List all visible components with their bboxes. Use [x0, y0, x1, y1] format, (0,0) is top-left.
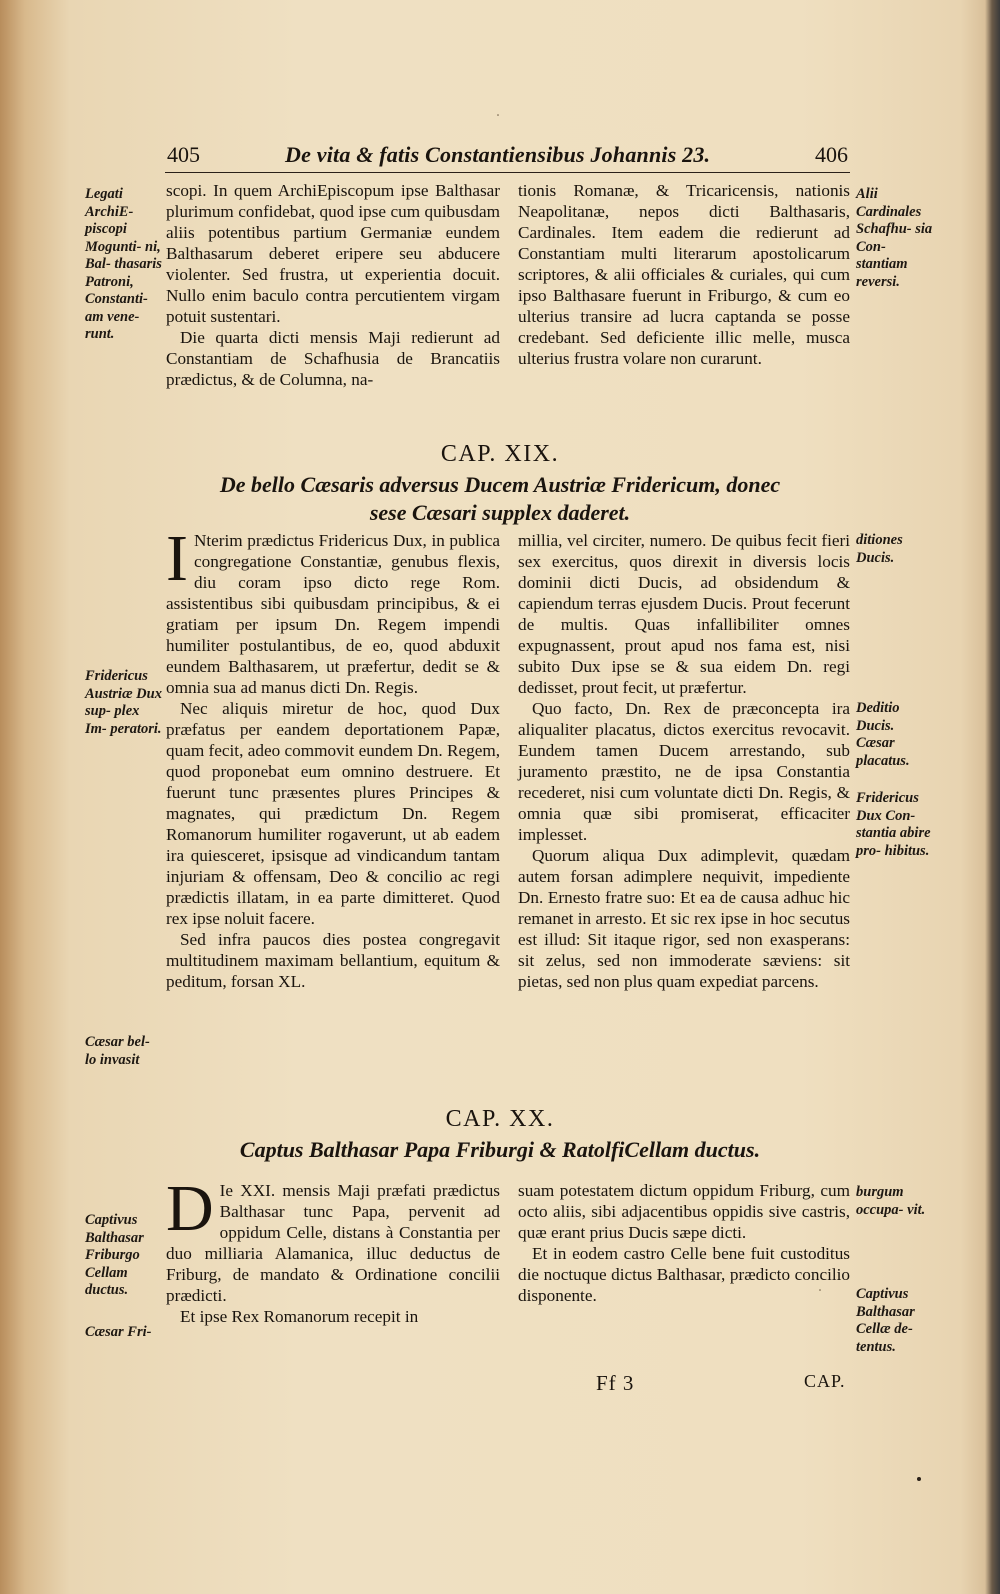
- paragraph: Nec aliquis miretur de hoc, quod Dux præfatus per eandem deportationem Papæ, quam fecit, adeo commovit eundem Dn. Regem, quod proponebat eum omnino destruere. Et fuerunt tunc præsentes plures Principes & magnates, qui prædictum Dn. Regem Romanorum humiliter rogaverunt, ut ab eadem ira quiesceret, ipsisque ad vindicandum tantam injuriam & offensam, Deo & concilio ac regi prædictis illatam, in ea parte dimitteret. Quod rex ipse noluit facere.: [166, 699, 500, 928]
- sidenote-burgum: burgum occupa- vit.: [856, 1184, 926, 1218]
- chapter-19-heading: CAP. XIX.: [440, 441, 560, 467]
- paragraph: [166, 522, 500, 698]
- sidenote-legati: Legati ArchiE- piscopi Mogunti- ni, Bal- thasaris Patroni, Constanti- am vene- runt.: [85, 186, 162, 342]
- top-right-column: [518, 180, 850, 369]
- paragraph: Die quarta dicti mensis Maji redierunt ad Constantiam de Schafhusia de Brancatiis prædictus, & de Columna, na-: [166, 328, 500, 389]
- paragraph: tionis Romanæ, & Tricaricensis, nationis Neapolitanæ, nepos dicti Balthasaris, Cardinales. Item eadem die redierunt ad Constantiam multi literarum apostolicarum scriptores, & alii officiales & curiales, qui cum ipso Balthasare fuerunt in Friburgo, & cum eo ulterius transire ad lucra captanda se posse credebant. Sed deficiente illic melle, musca ulterius frustra volare non curarunt.: [518, 181, 850, 368]
- chapter-19-subtitle-line1: De bello Cæsaris adversus Ducem Austriæ Fridericum, donec: [219, 472, 781, 497]
- paragraph: Et in eodem castro Celle bene fuit custoditus die noctuque dictus Balthasar, prædicto concilio disponente.: [518, 1244, 850, 1305]
- sidenote-ditiones: ditiones Ducis.: [856, 532, 903, 566]
- paragraph: [166, 1172, 500, 1306]
- paragraph: Sed infra paucos dies postea congregavit multitudinem maximam bellantium, equitum & peditum, forsan XL.: [166, 930, 500, 991]
- chapter-20-right-column: [518, 1180, 850, 1306]
- drop-cap: I: [166, 522, 188, 595]
- sidenote-captivus: Captivus Balthasar Friburgo Cellam ductus.: [85, 1212, 144, 1298]
- chapter-19-subtitle-line2: sese Cæsari supplex daderet.: [369, 500, 631, 525]
- sidenote-caesar-bello: Cæsar bel- lo invasit: [85, 1034, 150, 1068]
- sidenote-captivus-cellae: Captivus Balthasar Cellæ de- tentus.: [856, 1286, 915, 1355]
- chapter-19-right-column: [518, 530, 850, 992]
- page-number-right: 406: [815, 142, 848, 167]
- paragraph: Et ipse Rex Romanorum recepit in: [180, 1307, 419, 1326]
- top-left-column: [166, 180, 500, 390]
- chapter-19-left-column: [166, 522, 500, 992]
- running-head: [165, 138, 850, 173]
- drop-cap: D: [166, 1172, 214, 1245]
- sidenote-fridericus-constantia: Fridericus Dux Con- stantia abire pro- hibitus.: [856, 790, 931, 859]
- paragraph: suam potestatem dictum oppidum Friburg, cum octo aliis, sibi adjacentibus oppidis sive castris, quæ erant prius Ducis sæpe dicti.: [518, 1181, 850, 1242]
- paragraph: Quo facto, Dn. Rex de præconcepta ira aliqualiter placatus, dictos exercitus revocavit. Eundem tamen Ducem arrestando, sub juramento præstito, ne de ipsa Constantia recederet, nisi cum voluntate dicti Dn. Regis, & omnia quæ sibi promiserat, efficaciter implesset.: [518, 699, 850, 844]
- sidenote-deditio: Deditio Ducis. Cæsar placatus.: [856, 700, 910, 769]
- signature-mark: Ff 3: [596, 1371, 635, 1395]
- paragraph: scopi. In quem ArchiEpiscopum ipse Balthasar plurimum confidebat, quod ipse cum quibusdam aliis potentibus partium Germaniæ eundem Balthasarum deberet eripere seu abducere violenter. Sed frustra, ut experientia docuit. Nullo enim baculo contra percutientem virgam potuit sustentari.: [166, 181, 500, 326]
- chapter-20-heading: CAP. XX.: [445, 1106, 555, 1132]
- running-title: De vita & fatis Constantiensibus Johannis 23.: [285, 142, 711, 167]
- chapter-20-subtitle: Captus Balthasar Papa Friburgi & RatolfiCellam ductus.: [239, 1137, 761, 1162]
- sidenote-caesar-fri: Cæsar Fri-: [85, 1324, 152, 1340]
- paragraph: millia, vel circiter, numero. De quibus fecit fieri sex exercitus, quos direxit in diversis locis dominii dicti Ducis, ad obsidendum & capiendum terras ejusdem Ducis. Prout fecerunt de multis. Quas infallibiliter omnes expugnassent, prout apud nos fama est, nisi subito Dux ipse se & sua eidem Dn. regi dedisset, prout fecit, ut præfertur.: [518, 531, 850, 697]
- catchword: CAP.: [804, 1371, 846, 1391]
- chapter-20-left-column: [166, 1172, 500, 1327]
- sidenote-fridericus: Fridericus Austriæ Dux sup- plex Im- peratori.: [85, 668, 162, 737]
- paragraph-text: Ie XXI. mensis Maji præfati prædictus Balthasar tunc Papa, pervenit ad oppidum Celle, distans à Constantia per duo milliaria Alamanica, illuc deductus de Friburg, de mandato & Ordinatione concilii prædicti.: [166, 1181, 500, 1305]
- sidenote-cardinales: Alii Cardinales Schafhu- sia Con- stantiam reversi.: [856, 186, 933, 290]
- page-number-left: 405: [167, 142, 200, 167]
- paragraph: Quorum aliqua Dux adimplevit, quædam autem forsan adimplere nequivit, impediente Dn. Ernesto fratre suo: Et ea de causa adhuc hic remanet in arresto. Et sic rex ipse in hoc secutus est illud: Sit itaque rigor, sed non exasperans: sit zelus, sed non immoderate sæviens: sit pietas, sed non plus quam expediat parcens.: [518, 846, 850, 991]
- paragraph-text: Nterim prædictus Fridericus Dux, in publica congregatione Constantiæ, genubus flexis, diu coram ipso dicto rege Rom. assistentibus sibi quibusdam principibus, & ei gratiam per ipsum Dn. Regem impendi humiliter postulantibus, de eo, quod abduxit eundem Balthasarem, ut præfertur, dedit se & omnia sua ad manus dicti Dn. Regis.: [166, 531, 500, 697]
